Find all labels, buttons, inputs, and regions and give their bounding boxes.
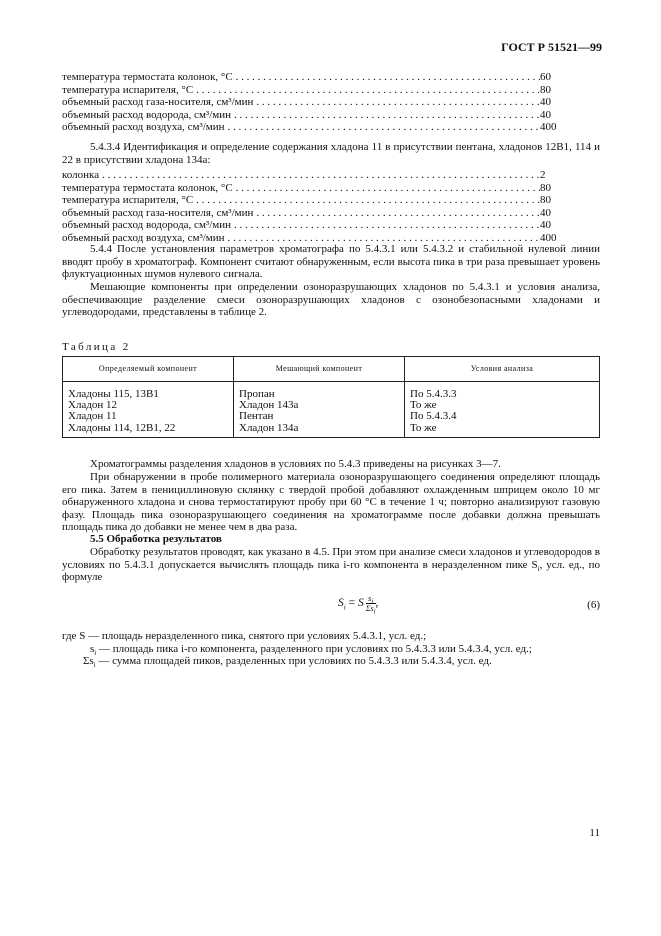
param-row bbox=[62, 219, 570, 232]
formula-eq: = bbox=[345, 597, 358, 610]
params-list-b bbox=[62, 169, 570, 245]
para-processing bbox=[62, 546, 600, 584]
param-value: 80 bbox=[540, 194, 551, 207]
param-row bbox=[62, 71, 570, 84]
param-label: колонка bbox=[62, 169, 100, 181]
para-chromatograms: Хроматограммы разделения хладонов в условиях по 5.4.3 приведены на рисунках 3—7. bbox=[90, 458, 501, 470]
param-label: объемный расход воздуха, см³/мин bbox=[62, 231, 225, 244]
param-value: 400 bbox=[540, 231, 557, 244]
param-row bbox=[62, 109, 570, 122]
table-row bbox=[63, 382, 600, 438]
cell-line: Хладон 11 bbox=[68, 410, 117, 423]
param-label: температура испарителя, °С bbox=[62, 83, 194, 96]
table-cell-conditions bbox=[405, 382, 600, 438]
para-processing-text: Обработку результатов проводят, как указано в 4.5. При этом при анализе смеси хладонов и углеводородов в условиях по 5.4.3.1 допускается вычислять площадь пика i-го компонента в неразделенном пике S bbox=[62, 546, 600, 571]
table-header-cell: Мешающий компонент bbox=[234, 357, 405, 382]
param-row bbox=[62, 169, 570, 182]
where-item: $\Sigma s_i$ — сумма площадей пиков, разделенных при условиях по 5.4.3.3 или 5.4.3.4, усл. ед. bbox=[83, 655, 492, 670]
table-header-row bbox=[63, 357, 600, 382]
param-label: температура термостата колонок, °С bbox=[62, 181, 233, 194]
params-list-a bbox=[62, 71, 570, 134]
param-value: 400 bbox=[540, 121, 557, 134]
section-544: 5.4.4 После установления параметров хроматографа по 5.4.3.1 или 5.4.3.2 и стабильной нулевой линии вводят пробу в хроматограф. Компонент считают обнаруженным, если высота пика в три раза превышает уровень флуктуационных шумов нулевого сигнала. bbox=[62, 243, 600, 281]
param-label: объемный расход газа-носителя, см³/мин bbox=[62, 96, 254, 109]
standard-header: ГОСТ Р 51521—99 bbox=[501, 40, 602, 54]
where-list bbox=[62, 630, 602, 668]
formula-fraction bbox=[365, 594, 376, 616]
param-row bbox=[62, 84, 570, 97]
where-item: где S — площадь неразделенного пика, снятого при условиях 5.4.3.1, усл. ед.; bbox=[62, 630, 427, 642]
param-value: 40 bbox=[540, 96, 551, 109]
formula-tail: , bbox=[375, 597, 379, 610]
param-value: 60 bbox=[540, 71, 551, 83]
param-value: 2 bbox=[540, 169, 546, 181]
param-row bbox=[62, 207, 570, 220]
table-caption: Таблица 2 bbox=[62, 341, 131, 353]
formula-lhs: S bbox=[338, 597, 344, 610]
cell-line: То же bbox=[410, 421, 437, 434]
param-value: 80 bbox=[540, 83, 551, 96]
formula-denominator: $\Sigma s_i$ bbox=[365, 604, 376, 616]
cell-line: Пентан bbox=[239, 410, 274, 423]
cell-line: То же bbox=[410, 399, 437, 412]
param-value: 80 bbox=[540, 181, 551, 194]
cell-line: Пропан bbox=[239, 388, 275, 400]
param-label: объемный расход водорода, см³/мин bbox=[62, 219, 231, 232]
param-label: температура испарителя, °С bbox=[62, 194, 194, 207]
table-header-cell: Определяемый компонент bbox=[63, 357, 234, 382]
param-label: объемный расход воздуха, см³/мин bbox=[62, 121, 225, 134]
formula-lhs-sub: i bbox=[343, 603, 346, 612]
table-cell-determined bbox=[63, 382, 234, 438]
section-5434: 5.4.3.4 Идентификация и определение содержания хладона 11 в присутствии пентана, хладонов 12В1, 114 и 22 в присутствии хладона 134а: bbox=[62, 141, 600, 166]
para-detection: При обнаружении в пробе полимерного материала озоноразрушающего соединения определяют площадь его пика. Затем в пенициллиновую склянку с твердой пробой добавляют охлажденным шприцем около 10 мг обнаруженного хладона и снова термостатируют пробу при 60 °С в течение 1 ч; повторно анализируют газовую фазу. Площадь пика озоноразрушающего соединения на хроматограмме после добавки должна превышать площадь пика до добавки не менее чем в два раза. bbox=[62, 471, 600, 534]
section-55-title: 5.5 Обработка результатов bbox=[90, 533, 222, 545]
formula-rhs: S bbox=[357, 597, 364, 610]
para-processing-sub: i bbox=[537, 564, 540, 573]
param-row bbox=[62, 96, 570, 109]
cell-line: Хладон 134а bbox=[239, 421, 299, 434]
formula-6 bbox=[338, 594, 379, 616]
param-row bbox=[62, 194, 570, 207]
para-interfering: Мешающие компоненты при определении озоноразрушающих хладонов по 5.4.3.1 и условия анализа, обеспечивающие разделение смеси озоноразрушающих хладонов с озонобезопасными хладонами и углеводородами, представлены в таблице 2. bbox=[62, 281, 600, 319]
cell-line: По 5.4.3.3 bbox=[410, 388, 457, 400]
param-label: температура термостата колонок, °С bbox=[62, 71, 233, 83]
cell-line: Хладоны 115, 13В1 bbox=[68, 388, 159, 400]
param-value: 40 bbox=[540, 108, 551, 121]
param-label: объемный расход водорода, см³/мин bbox=[62, 108, 231, 121]
equation-number: (6) bbox=[587, 599, 600, 611]
table-2 bbox=[62, 356, 600, 438]
formula-numerator: $s_i$ bbox=[366, 594, 376, 604]
param-row bbox=[62, 182, 570, 195]
cell-line: Хладон 143а bbox=[239, 399, 299, 412]
where-item: $s_i$ — площадь пика i-го компонента, разделенного при условиях по 5.4.3.3 или 5.4.3.4, усл. ед.; bbox=[90, 642, 532, 657]
page-number: 11 bbox=[589, 827, 600, 839]
param-value: 40 bbox=[540, 219, 551, 232]
param-value: 40 bbox=[540, 206, 551, 219]
cell-line: По 5.4.3.4 bbox=[410, 410, 457, 423]
cell-line: Хладон 12 bbox=[68, 399, 118, 412]
param-label: объемный расход газа-носителя, см³/мин bbox=[62, 206, 254, 219]
table-header-cell: Условия анализа bbox=[405, 357, 600, 382]
cell-line: Хладоны 114, 12В1, 22 bbox=[68, 421, 176, 434]
para-processing-tail: , усл. ед., по формуле bbox=[62, 558, 600, 584]
table-cell-interfering bbox=[234, 382, 405, 438]
param-row bbox=[62, 121, 570, 134]
